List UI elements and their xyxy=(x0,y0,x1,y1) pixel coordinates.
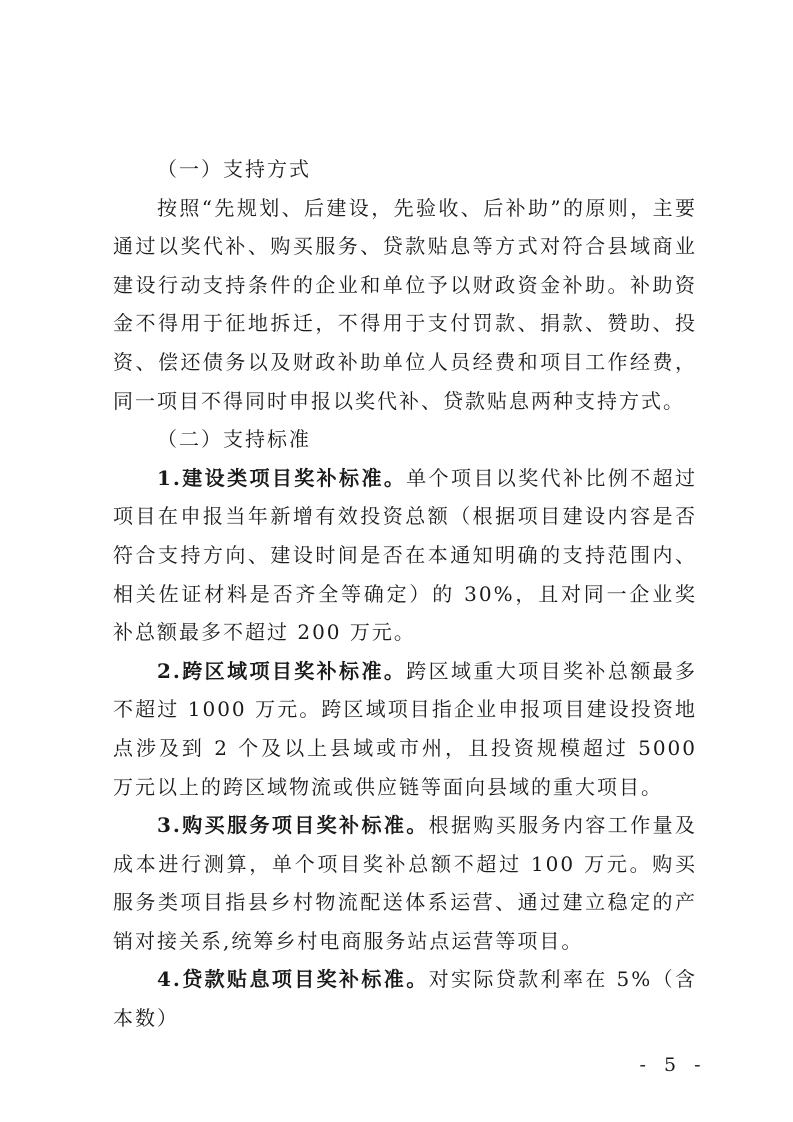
paragraph-support-method: 按照“先规划、后建设，先验收、后补助”的原则，主要通过以奖代补、购买服务、贷款贴息等方式对符合县域商业建设行动支持条件的企业和单位予以财政资金补助。补助资金不得用于征地拆迁，不得用于支付罚款、捐款、赞助、投资、偿还债务以及财政补助单位人员经费和项目工作经费，同一项目不得同时申报以奖代补、贷款贴息两种支持方式。 xyxy=(113,195,697,413)
paragraph-text: 跨区域重大项目奖补总额最多不超过 1000 万元。跨区域项目指企业申报项目建设投资地点涉及到 2 个及以上县域或市州，且投资规模超过 5000 万元以上的跨区域物流或供应链等面向县域的重大项目。 xyxy=(113,658,698,799)
paragraph-lead: 4.贷款贴息项目奖补标准。 xyxy=(157,967,429,992)
paragraph-purchase-service-standard xyxy=(113,806,697,960)
page-number: - 5 - xyxy=(639,1054,707,1076)
paragraph-loan-interest-standard xyxy=(113,960,697,1037)
paragraph-lead: 2.跨区域项目奖补标准。 xyxy=(157,658,407,683)
section-heading-support-method: （一）支持方式 xyxy=(157,157,311,181)
paragraph-text: 根据购买服务内容工作量及成本进行测算，单个项目奖补总额不超过 100 万元。购买服务类项目指县乡村物流配送体系运营、通过建立稳定的产销对接关系,统筹乡村电商服务站点运营等项目。 xyxy=(113,813,697,953)
paragraph-cross-region-standard xyxy=(113,652,697,806)
section-heading-support-standard: （二）支持标准 xyxy=(157,427,311,452)
paragraph-text: 单个项目以奖代补比例不超过项目在申报当年新增有效投资总额（根据项目建设内容是否符合支持方向、建设时间是否在本通知明确的支持范围内、相关佐证材料是否齐全等确定）的 30%，且对同一企业奖补总额最多不超过 200 万元。 xyxy=(113,465,698,645)
paragraph-construction-standard xyxy=(113,459,697,652)
paragraph-text: 对实际贷款利率在 5%（含本数） xyxy=(113,967,697,1031)
paragraph-lead: 3.购买服务项目奖补标准。 xyxy=(157,813,429,838)
document-body xyxy=(113,150,697,1038)
paragraph-lead: 1.建设类项目奖补标准。 xyxy=(157,465,407,490)
